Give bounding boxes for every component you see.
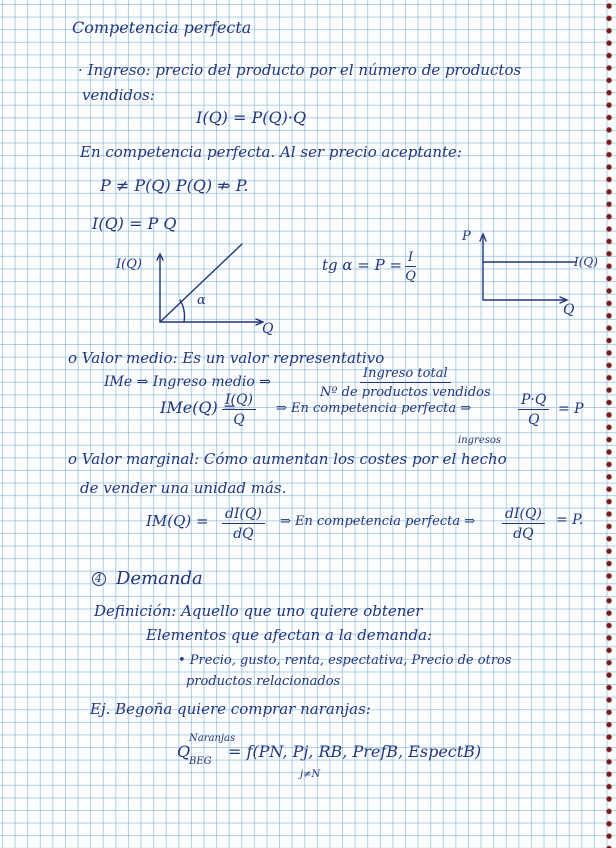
img-result: = P. bbox=[556, 512, 584, 528]
demand-function-superscript: Naranjas bbox=[189, 733, 236, 744]
ingreso-definition-line-2: vendidos: bbox=[82, 86, 155, 104]
valor-medio-fraction: Ingreso total Nº de productos vendidos bbox=[320, 366, 491, 400]
demanda-example: Ej. Begoña quiere comprar naranjas: bbox=[90, 700, 371, 718]
demanda-factors-line-2: productos relacionados bbox=[186, 674, 341, 689]
demanda-elements: Elementos que afectan a la demanda: bbox=[146, 626, 433, 644]
valor-marginal-line-1: o Valor marginal: Cómo aumentan los costes por el hecho bbox=[68, 450, 507, 468]
demand-function-q: Q bbox=[177, 742, 191, 761]
graph2-x-label: Q bbox=[563, 302, 575, 318]
img-result-fraction: $\frac{dI(Q)}{dQ}$ bbox=[502, 506, 545, 542]
demand-function-subscript: BEG bbox=[189, 756, 212, 767]
demand-function-body: = f(PN, Pj, RB, PrefB, EspectB) bbox=[228, 742, 482, 761]
ingreso-definition-line-1: · Ingreso: precio del producto por el número de productos bbox=[78, 61, 522, 79]
ime-fraction: $\frac{I(Q)}{Q}$ bbox=[222, 392, 256, 428]
graph1-angle-arc bbox=[180, 300, 185, 322]
demanda-factors-line-1: • Precio, gusto, renta, espectativa, Precio de otros bbox=[178, 653, 512, 668]
valor-marginal-annotation: ingresos bbox=[458, 435, 502, 446]
ime-result: = P bbox=[558, 401, 584, 417]
graph1-angle-label: α bbox=[197, 293, 206, 308]
competencia-statement: En competencia perfecta. Al ser precio aceptante: bbox=[80, 143, 462, 161]
ime-competencia-text: ⇒ En competencia perfecta ⇒ bbox=[276, 401, 472, 416]
demanda-definition: Definición: Aquello que uno quiere obtener bbox=[94, 602, 423, 620]
tangent-fraction: $\frac{I}{Q}$ bbox=[405, 250, 416, 284]
page-title: Competencia perfecta bbox=[72, 18, 252, 37]
graph1-y-label: I(Q) bbox=[116, 257, 142, 272]
ime-formula-lhs: IMe(Q) = bbox=[160, 398, 237, 417]
demanda-heading: Demanda bbox=[116, 568, 203, 589]
ime-result-fraction: $\frac{P\cdot Q}{Q}$ bbox=[518, 392, 549, 428]
graph1-axes bbox=[160, 256, 262, 322]
img-formula-lhs: IM(Q) = bbox=[146, 512, 209, 530]
valor-medio-ime-label: IMe ⇒ Ingreso medio ⇒ bbox=[104, 374, 271, 390]
ingreso-formula: I(Q) = P(Q)·Q bbox=[196, 108, 307, 127]
demand-function-index: j≠N bbox=[300, 769, 321, 780]
valor-marginal-line-2: de vender una unidad más. bbox=[80, 479, 287, 497]
graph2-axes bbox=[483, 236, 566, 300]
ingreso-linear-formula: I(Q) = P Q bbox=[92, 214, 177, 233]
graph2-line-label: I(Q) bbox=[574, 255, 598, 269]
tangent-formula: tg α = P = bbox=[322, 256, 403, 274]
img-competencia-text: ⇒ En competencia perfecta ⇒ bbox=[280, 514, 476, 529]
graph1-x-label: Q bbox=[262, 321, 274, 337]
img-fraction: $\frac{dI(Q)}{dQ}$ bbox=[222, 506, 265, 542]
graph1-revenue-line bbox=[160, 244, 242, 322]
section-number: 4 bbox=[95, 572, 102, 585]
valor-medio-heading: o Valor medio: Es un valor representativo bbox=[68, 349, 385, 367]
graph2-y-label: P bbox=[462, 229, 471, 244]
competencia-condition: P ≠ P(Q) P(Q) ⇏ P. bbox=[100, 176, 249, 195]
